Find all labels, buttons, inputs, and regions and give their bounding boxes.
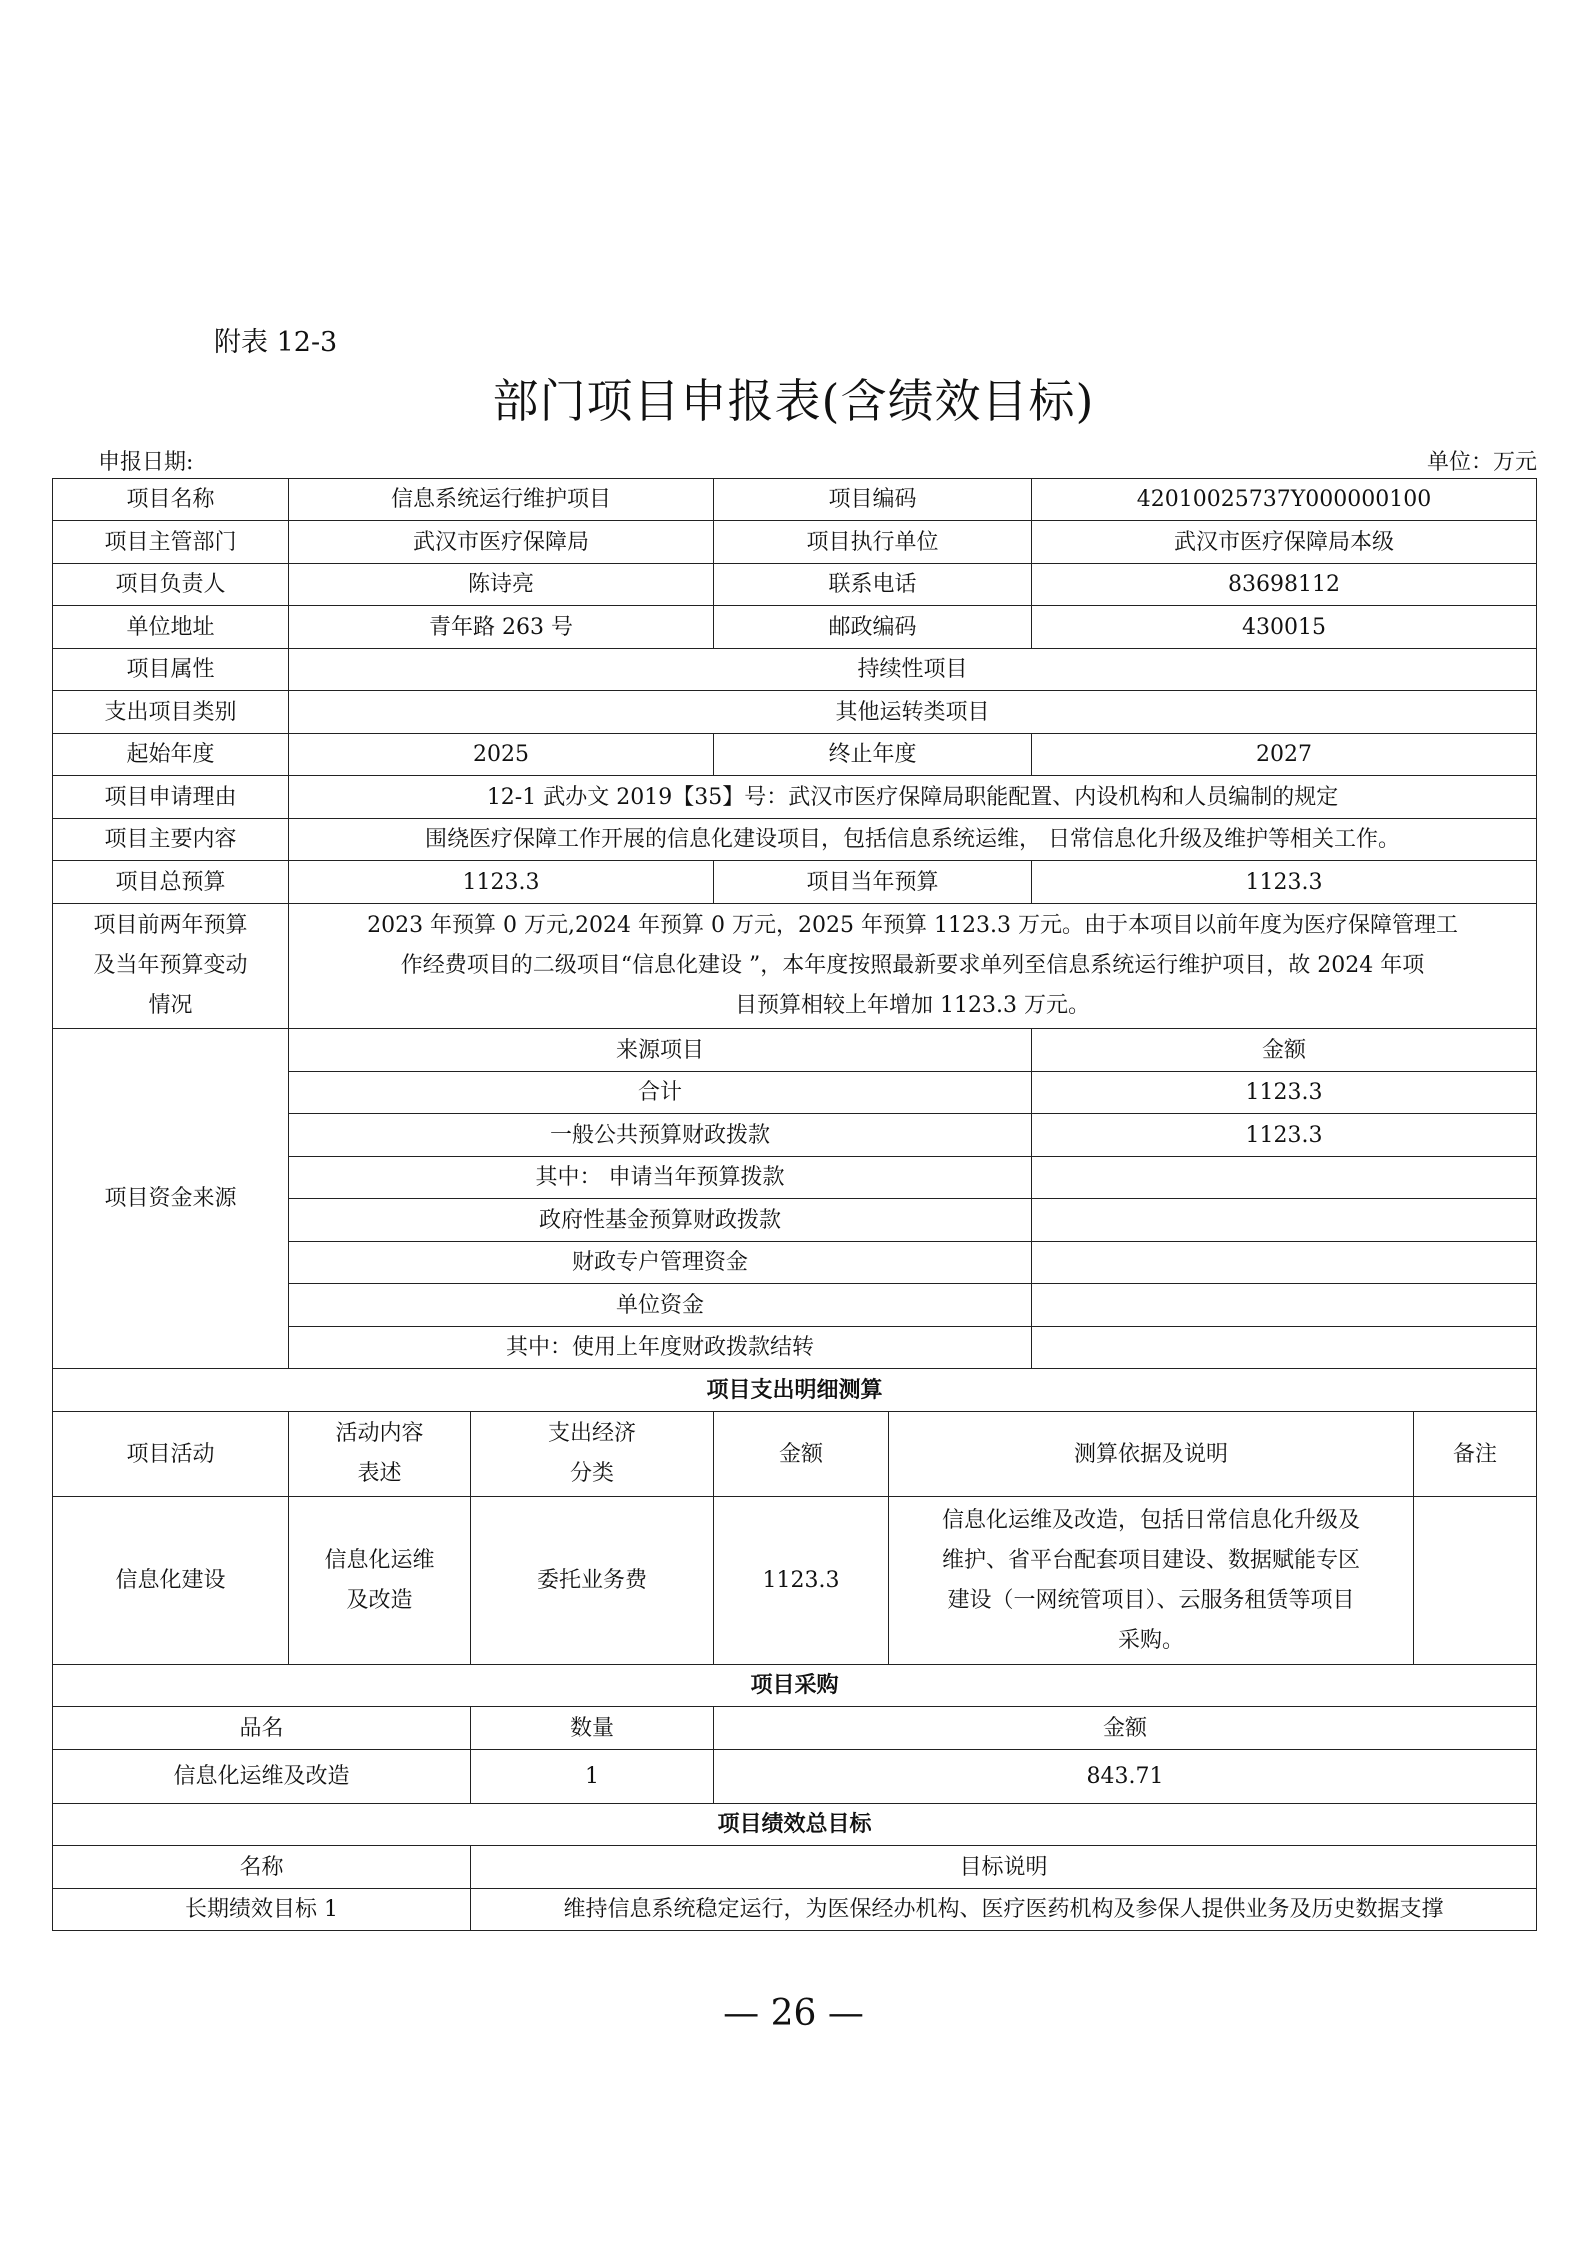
year-budget-label: 项目当年预算 — [714, 861, 1032, 904]
category-value: 其他运转类项目 — [289, 691, 1537, 734]
expense-col-desc-line: 活动内容 — [335, 1421, 424, 1446]
attr-value: 持续性项目 — [289, 649, 1537, 691]
project-code-value: 42010025737Y000000100 — [1032, 479, 1537, 521]
budget-change-label-line: 情况 — [148, 993, 193, 1018]
expense-col-basis: 测算依据及说明 — [889, 1412, 1414, 1497]
project-code-label: 项目编码 — [714, 479, 1032, 521]
reason-label: 项目申请理由 — [53, 776, 289, 819]
budget-change-line: 2023 年预算 0 万元,2024 年预算 0 万元，2025 年预算 1123.3 万元。由于本项目以前年度为医疗保障管理工 — [367, 913, 1458, 938]
total-budget-label: 项目总预算 — [53, 861, 289, 904]
budget-change-label-line: 及当年预算变动 — [93, 953, 248, 978]
funding-source-name: 合计 — [289, 1072, 1032, 1114]
exec-unit-value: 武汉市医疗保障局本级 — [1032, 521, 1537, 564]
expense-basis-line: 采购。 — [1118, 1627, 1185, 1653]
page-title: 部门项目申报表(含绩效目标) — [492, 374, 1095, 428]
expense-col-class-line: 支出经济 — [548, 1421, 637, 1446]
phone-value: 83698112 — [1032, 564, 1537, 606]
exec-unit-label: 项目执行单位 — [714, 521, 1032, 564]
expense-basis — [889, 1497, 1414, 1665]
expense-col-class — [471, 1412, 714, 1497]
funding-source-name: 其中： 申请当年预算拨款 — [289, 1157, 1032, 1199]
procurement-item: 信息化运维及改造 — [53, 1750, 471, 1804]
expense-col-desc-line: 表述 — [357, 1461, 402, 1486]
start-year-label: 起始年度 — [53, 734, 289, 776]
reason-value: 12-1 武办文 2019【35】号：武汉市医疗保障局职能配置、内设机构和人员编制的规定 — [289, 776, 1537, 819]
end-year-label: 终止年度 — [714, 734, 1032, 776]
funding-source-amount — [1032, 1199, 1537, 1242]
year-budget-value: 1123.3 — [1032, 861, 1537, 904]
funding-source-name: 一般公共预算财政拨款 — [289, 1114, 1032, 1157]
expense-desc-line: 及改造 — [346, 1587, 413, 1613]
funding-source-amount — [1032, 1327, 1537, 1369]
dept-label: 项目主管部门 — [53, 521, 289, 564]
expense-activity: 信息化建设 — [53, 1497, 289, 1665]
expense-desc-line: 信息化运维 — [324, 1547, 435, 1573]
funding-source-amount — [1032, 1157, 1537, 1199]
funding-source-name: 政府性基金预算财政拨款 — [289, 1199, 1032, 1242]
funding-source-amount: 1123.3 — [1032, 1114, 1537, 1157]
budget-change-line: 目预算相较上年增加 1123.3 万元。 — [735, 993, 1090, 1018]
unit-label: 单位：万元 — [1426, 450, 1537, 475]
content-value: 围绕医疗保障工作开展的信息化建设项目，包括信息系统运维， 日常信息化升级及维护等相关工作。 — [289, 819, 1537, 861]
address-label: 单位地址 — [53, 606, 289, 649]
start-year-value: 2025 — [289, 734, 714, 776]
budget-change-value — [289, 904, 1537, 1029]
project-name-value: 信息系统运行维护项目 — [289, 479, 714, 521]
expense-col-activity: 项目活动 — [53, 1412, 289, 1497]
budget-change-label — [53, 904, 289, 1029]
performance-col-name: 名称 — [53, 1846, 471, 1889]
expense-basis-line: 维护、省平台配套项目建设、数据赋能专区 — [942, 1547, 1361, 1573]
expense-basis-line: 建设（一网统管项目）、云服务租赁等项目 — [947, 1587, 1355, 1613]
dept-value: 武汉市医疗保障局 — [289, 521, 714, 564]
procurement-col-item: 品名 — [53, 1707, 471, 1750]
leader-value: 陈诗亮 — [289, 564, 714, 606]
funding-source-name: 财政专户管理资金 — [289, 1242, 1032, 1284]
budget-change-line: 作经费项目的二级项目“信息化建设 ”，本年度按照最新要求单列至信息系统运行维护项目，故 2024 年项 — [400, 953, 1425, 978]
attr-label: 项目属性 — [53, 649, 289, 691]
performance-desc: 维持信息系统稳定运行，为医保经办机构、医疗医药机构及参保人提供业务及历史数据支撑 — [471, 1889, 1537, 1931]
expense-basis-line: 信息化运维及改造，包括日常信息化升级及 — [942, 1507, 1361, 1533]
expense-col-note: 备注 — [1414, 1412, 1537, 1497]
procurement-qty: 1 — [471, 1750, 714, 1804]
funding-source-name: 单位资金 — [289, 1284, 1032, 1327]
expense-col-amount: 金额 — [714, 1412, 889, 1497]
procurement-section-title: 项目采购 — [53, 1665, 1537, 1707]
expense-class: 委托业务费 — [471, 1497, 714, 1665]
performance-section-title: 项目绩效总目标 — [53, 1804, 1537, 1846]
report-date-label: 申报日期: — [98, 450, 194, 475]
funding-source-amount — [1032, 1284, 1537, 1327]
project-name-label: 项目名称 — [53, 479, 289, 521]
leader-label: 项目负责人 — [53, 564, 289, 606]
funding-source-name: 其中：使用上年度财政拨款结转 — [289, 1327, 1032, 1369]
end-year-value: 2027 — [1032, 734, 1537, 776]
postcode-label: 邮政编码 — [714, 606, 1032, 649]
funding-label: 项目资金来源 — [53, 1029, 289, 1369]
funding-source-amount — [1032, 1242, 1537, 1284]
project-application-table — [52, 478, 1537, 1931]
performance-name: 长期绩效目标 1 — [53, 1889, 471, 1931]
funding-col-source: 来源项目 — [289, 1029, 1032, 1072]
expense-col-class-line: 分类 — [570, 1461, 615, 1486]
performance-col-desc: 目标说明 — [471, 1846, 1537, 1889]
page-number: — 26 — — [723, 1993, 864, 2034]
phone-label: 联系电话 — [714, 564, 1032, 606]
funding-col-amount: 金额 — [1032, 1029, 1537, 1072]
procurement-col-amount: 金额 — [714, 1707, 1537, 1750]
procurement-col-qty: 数量 — [471, 1707, 714, 1750]
expense-note — [1414, 1497, 1537, 1665]
total-budget-value: 1123.3 — [289, 861, 714, 904]
expense-section-title: 项目支出明细测算 — [53, 1369, 1537, 1412]
funding-source-amount: 1123.3 — [1032, 1072, 1537, 1114]
expense-col-desc — [289, 1412, 471, 1497]
expense-desc — [289, 1497, 471, 1665]
postcode-value: 430015 — [1032, 606, 1537, 649]
content-label: 项目主要内容 — [53, 819, 289, 861]
appendix-label: 附表 12-3 — [214, 327, 338, 358]
procurement-amount: 843.71 — [714, 1750, 1537, 1804]
expense-amount: 1123.3 — [714, 1497, 889, 1665]
category-label: 支出项目类别 — [53, 691, 289, 734]
address-value: 青年路 263 号 — [289, 606, 714, 649]
budget-change-label-line: 项目前两年预算 — [93, 913, 248, 938]
